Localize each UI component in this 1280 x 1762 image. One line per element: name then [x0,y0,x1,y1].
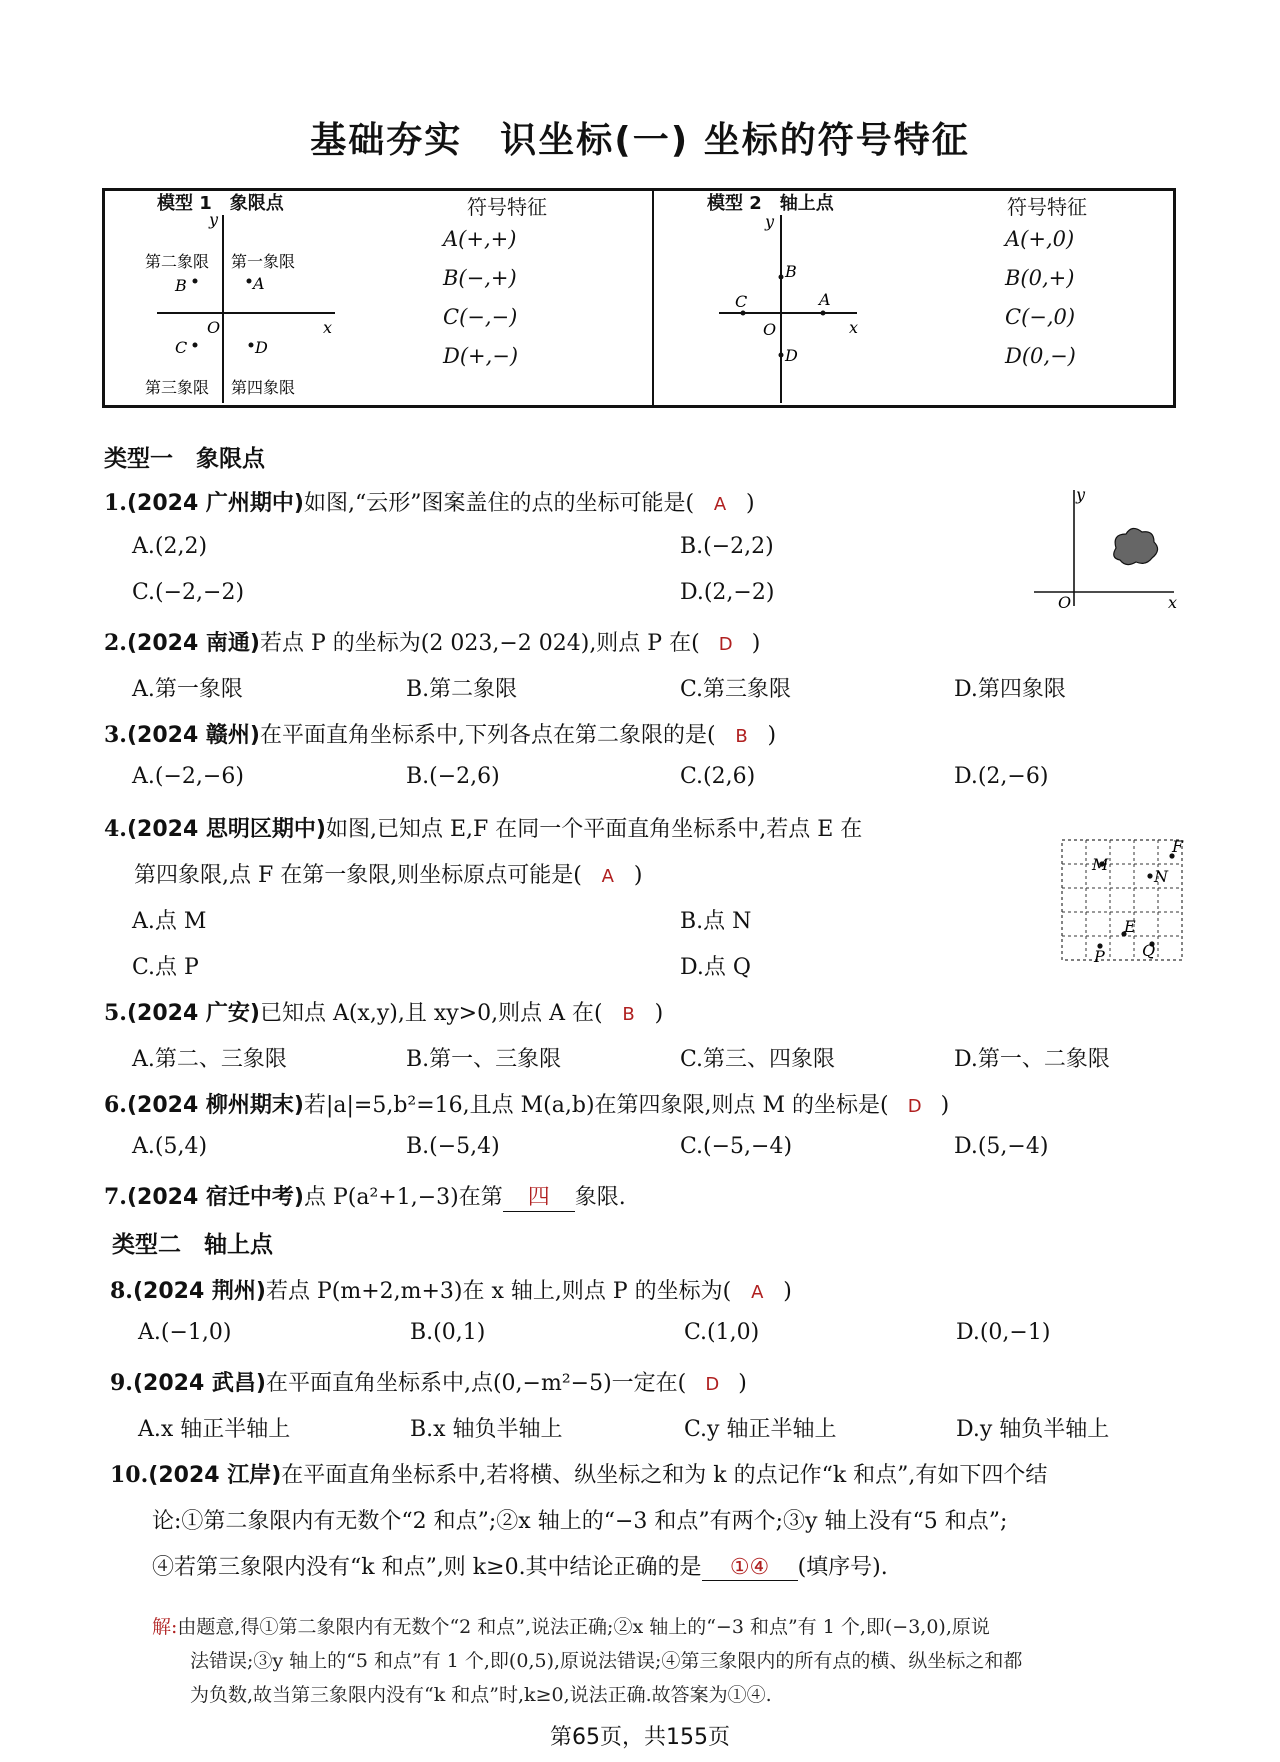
model1-heading: 模型 1 象限点 [157,193,284,214]
q6-option-a: A.(5,4) [132,1134,208,1159]
model2-sign-d: D(0,−) [1005,344,1076,368]
question-7: 7.(2024 宿迁中考)点 P(a²+1,−3)在第 四 象限. [104,1180,626,1212]
model1-q3-label: 第三象限 [145,378,210,397]
q4-n-label: N [1154,867,1168,886]
q3-option-b: B.(−2,6) [406,764,500,789]
model2-x-label: x [849,318,859,337]
answer-2: D [718,634,733,655]
q4-option-a: A.点 M [132,909,207,934]
model2-point-a [821,311,826,316]
q1-option-b: B.(−2,2) [680,534,774,559]
q4-point-n [1147,873,1152,878]
model1-sign-c: C(−,−) [443,305,518,329]
q8-option-c: C.(1,0) [684,1320,760,1345]
model1-sign-b: B(−,+) [443,266,517,290]
solution-label: 解: [152,1616,178,1638]
model1-y-label: y [209,210,219,229]
q4-option-c: C.点 P [132,955,199,980]
section-heading-axis-points: 类型二 轴上点 [112,1232,273,1258]
q1-x-label: x [1168,593,1178,612]
q6-option-b: B.(−5,4) [406,1134,500,1159]
model-divider [652,191,654,405]
q4-m-label: M [1092,855,1109,874]
q4-p-label: P [1094,947,1105,966]
solution-block [152,1610,1182,1712]
model1-sign-d: D(+,−) [443,344,519,368]
question-9: 9.(2024 武昌)在平面直角坐标系中,点(0,−m²−5)一定在( D ) [110,1370,747,1396]
model2-b-label: B [785,262,797,281]
answer-4: A [601,866,614,887]
model1-a-label: A [253,274,265,293]
answer-9: D [705,1374,720,1395]
model2-sign-heading: 符号特征 [1007,195,1087,219]
question-2: 2.(2024 南通)若点 P 的坐标为(2 023,−2 024),则点 P 在( D ) [104,630,761,656]
answer-7: 四 [503,1180,575,1212]
model2-y-label: y [765,212,775,231]
model1-x-label: x [323,318,333,337]
page-title: 基础夯实 识坐标(一) 坐标的符号特征 [310,120,970,161]
model2-sign-b: B(0,+) [1005,266,1075,290]
model2-d-label: D [785,346,798,365]
model1-d-label: D [255,338,268,357]
q4-option-d: D.点 Q [680,955,751,980]
q3-option-a: A.(−2,−6) [132,764,244,789]
q2-option-d: D.第四象限 [954,677,1066,702]
q6-option-c: C.(−5,−4) [680,1134,793,1159]
question-10-line-2: 论:①第二象限内有无数个“2 和点”;②x 轴上的“−3 和点”有两个;③y 轴上没有“5 和点”; [152,1509,1008,1534]
section-heading-quadrant-points: 类型一 象限点 [104,446,265,472]
q2-option-b: B.第二象限 [406,677,518,702]
model1-point-c [193,343,198,348]
q9-option-c: C.y 轴正半轴上 [684,1417,837,1442]
model2-sign-a: A(+,0) [1005,227,1075,251]
question-5: 5.(2024 广安)已知点 A(x,y),且 xy>0,则点 A 在( B ) [104,1000,664,1026]
q1-option-c: C.(−2,−2) [132,580,245,605]
q4-grid-figure [1060,837,1184,966]
model1-q1-label: 第一象限 [231,252,296,271]
question-4: 4.(2024 思明区期中)如图,已知点 E,F 在同一个平面直角坐标系中,若点 E 在 [104,816,863,842]
model2-point-b [779,275,784,280]
question-10-line-3: ④若第三象限内没有“k 和点”,则 k≥0.其中结论正确的是 ①④ (填序号). [152,1555,888,1580]
model1-q4-label: 第四象限 [231,378,296,397]
q4-f-label: F [1172,837,1184,856]
q2-option-c: C.第三象限 [680,677,792,702]
question-6: 6.(2024 柳州期末)若|a|=5,b²=16,且点 M(a,b)在第四象限,则点 M 的坐标是( D ) [104,1092,950,1118]
answer-6: D [907,1096,922,1117]
question-4-line-2: 第四象限,点 F 在第一象限,则坐标原点可能是( A ) [134,863,643,888]
q6-option-d: D.(5,−4) [954,1134,1049,1159]
solution-line-2: 法错误;③y 轴上的“5 和点”有 1 个,即(0,5),原说法错误;④第三象限内的所有点的横、纵坐标之和都 [190,1650,1023,1672]
q1-cloud-figure [1030,484,1180,614]
q3-option-c: C.(2,6) [680,764,756,789]
q8-option-d: D.(0,−1) [956,1320,1051,1345]
q1-y-label: y [1076,485,1086,504]
q4-e-label: E [1124,917,1136,936]
solution-line-1: 由题意,得①第二象限内有无数个“2 和点”,说法正确;②x 轴上的“−3 和点”有 1 个,即(−3,0),原说 [177,1616,990,1638]
model1-sign-a: A(+,+) [443,227,517,251]
model1-b-label: B [175,276,187,295]
q5-option-c: C.第三、四象限 [680,1047,836,1072]
solution-line-3: 为负数,故当第三象限内没有“k 和点”时,k≥0,说法正确.故答案为①④. [190,1684,772,1706]
model2-point-d [779,353,784,358]
model1-origin-label: O [207,318,221,337]
model2-origin-label: O [763,320,777,339]
q9-option-b: B.x 轴负半轴上 [410,1417,563,1442]
q8-option-b: B.(0,1) [410,1320,486,1345]
q4-q-label: Q [1142,941,1156,960]
q1-origin-label: O [1058,593,1072,612]
model1-c-label: C [175,338,188,357]
q1-option-a: A.(2,2) [132,534,208,559]
q9-option-d: D.y 轴负半轴上 [956,1417,1110,1442]
answer-10: ①④ [702,1555,798,1581]
q5-option-a: A.第二、三象限 [132,1047,287,1072]
answer-3: B [735,726,748,747]
model1-point-d [249,343,254,348]
q5-option-d: D.第一、二象限 [954,1047,1110,1072]
model-summary-box [102,188,1176,408]
model1-sign-heading: 符号特征 [467,195,547,219]
answer-5: B [622,1004,635,1025]
model2-a-label: A [819,290,831,309]
model2-c-label: C [735,292,748,311]
q4-option-b: B.点 N [680,909,752,934]
model1-q2-label: 第二象限 [145,252,210,271]
model1-point-b [193,279,198,284]
model1-quadrant-diagram [145,211,345,407]
model2-point-c [741,311,746,316]
cloud-shape [1114,528,1158,564]
answer-8: A [751,1282,764,1303]
q1-option-d: D.(2,−2) [680,580,775,605]
model2-sign-c: C(−,0) [1005,305,1076,329]
question-8: 8.(2024 荆州)若点 P(m+2,m+3)在 x 轴上,则点 P 的坐标为( A ) [110,1278,792,1304]
model1-point-a [247,279,252,284]
q5-option-b: B.第一、三象限 [406,1047,562,1072]
model2-axis-diagram [715,211,875,407]
page-footer: 第65页，共155页 [550,1725,730,1750]
question-3: 3.(2024 赣州)在平面直角坐标系中,下列各点在第二象限的是( B ) [104,722,777,748]
q9-option-a: A.x 轴正半轴上 [138,1417,291,1442]
question-10: 10.(2024 江岸)在平面直角坐标系中,若将横、纵坐标之和为 k 的点记作“k 和点”,有如下四个结 [110,1462,1048,1488]
q3-option-d: D.(2,−6) [954,764,1049,789]
model2-heading: 模型 2 轴上点 [707,193,834,214]
answer-1: A [713,494,727,515]
question-1: 1.(2024 广州期中)如图,“云形”图案盖住的点的坐标可能是( A ) [104,490,755,516]
q8-option-a: A.(−1,0) [138,1320,232,1345]
q2-option-a: A.第一象限 [132,677,243,702]
